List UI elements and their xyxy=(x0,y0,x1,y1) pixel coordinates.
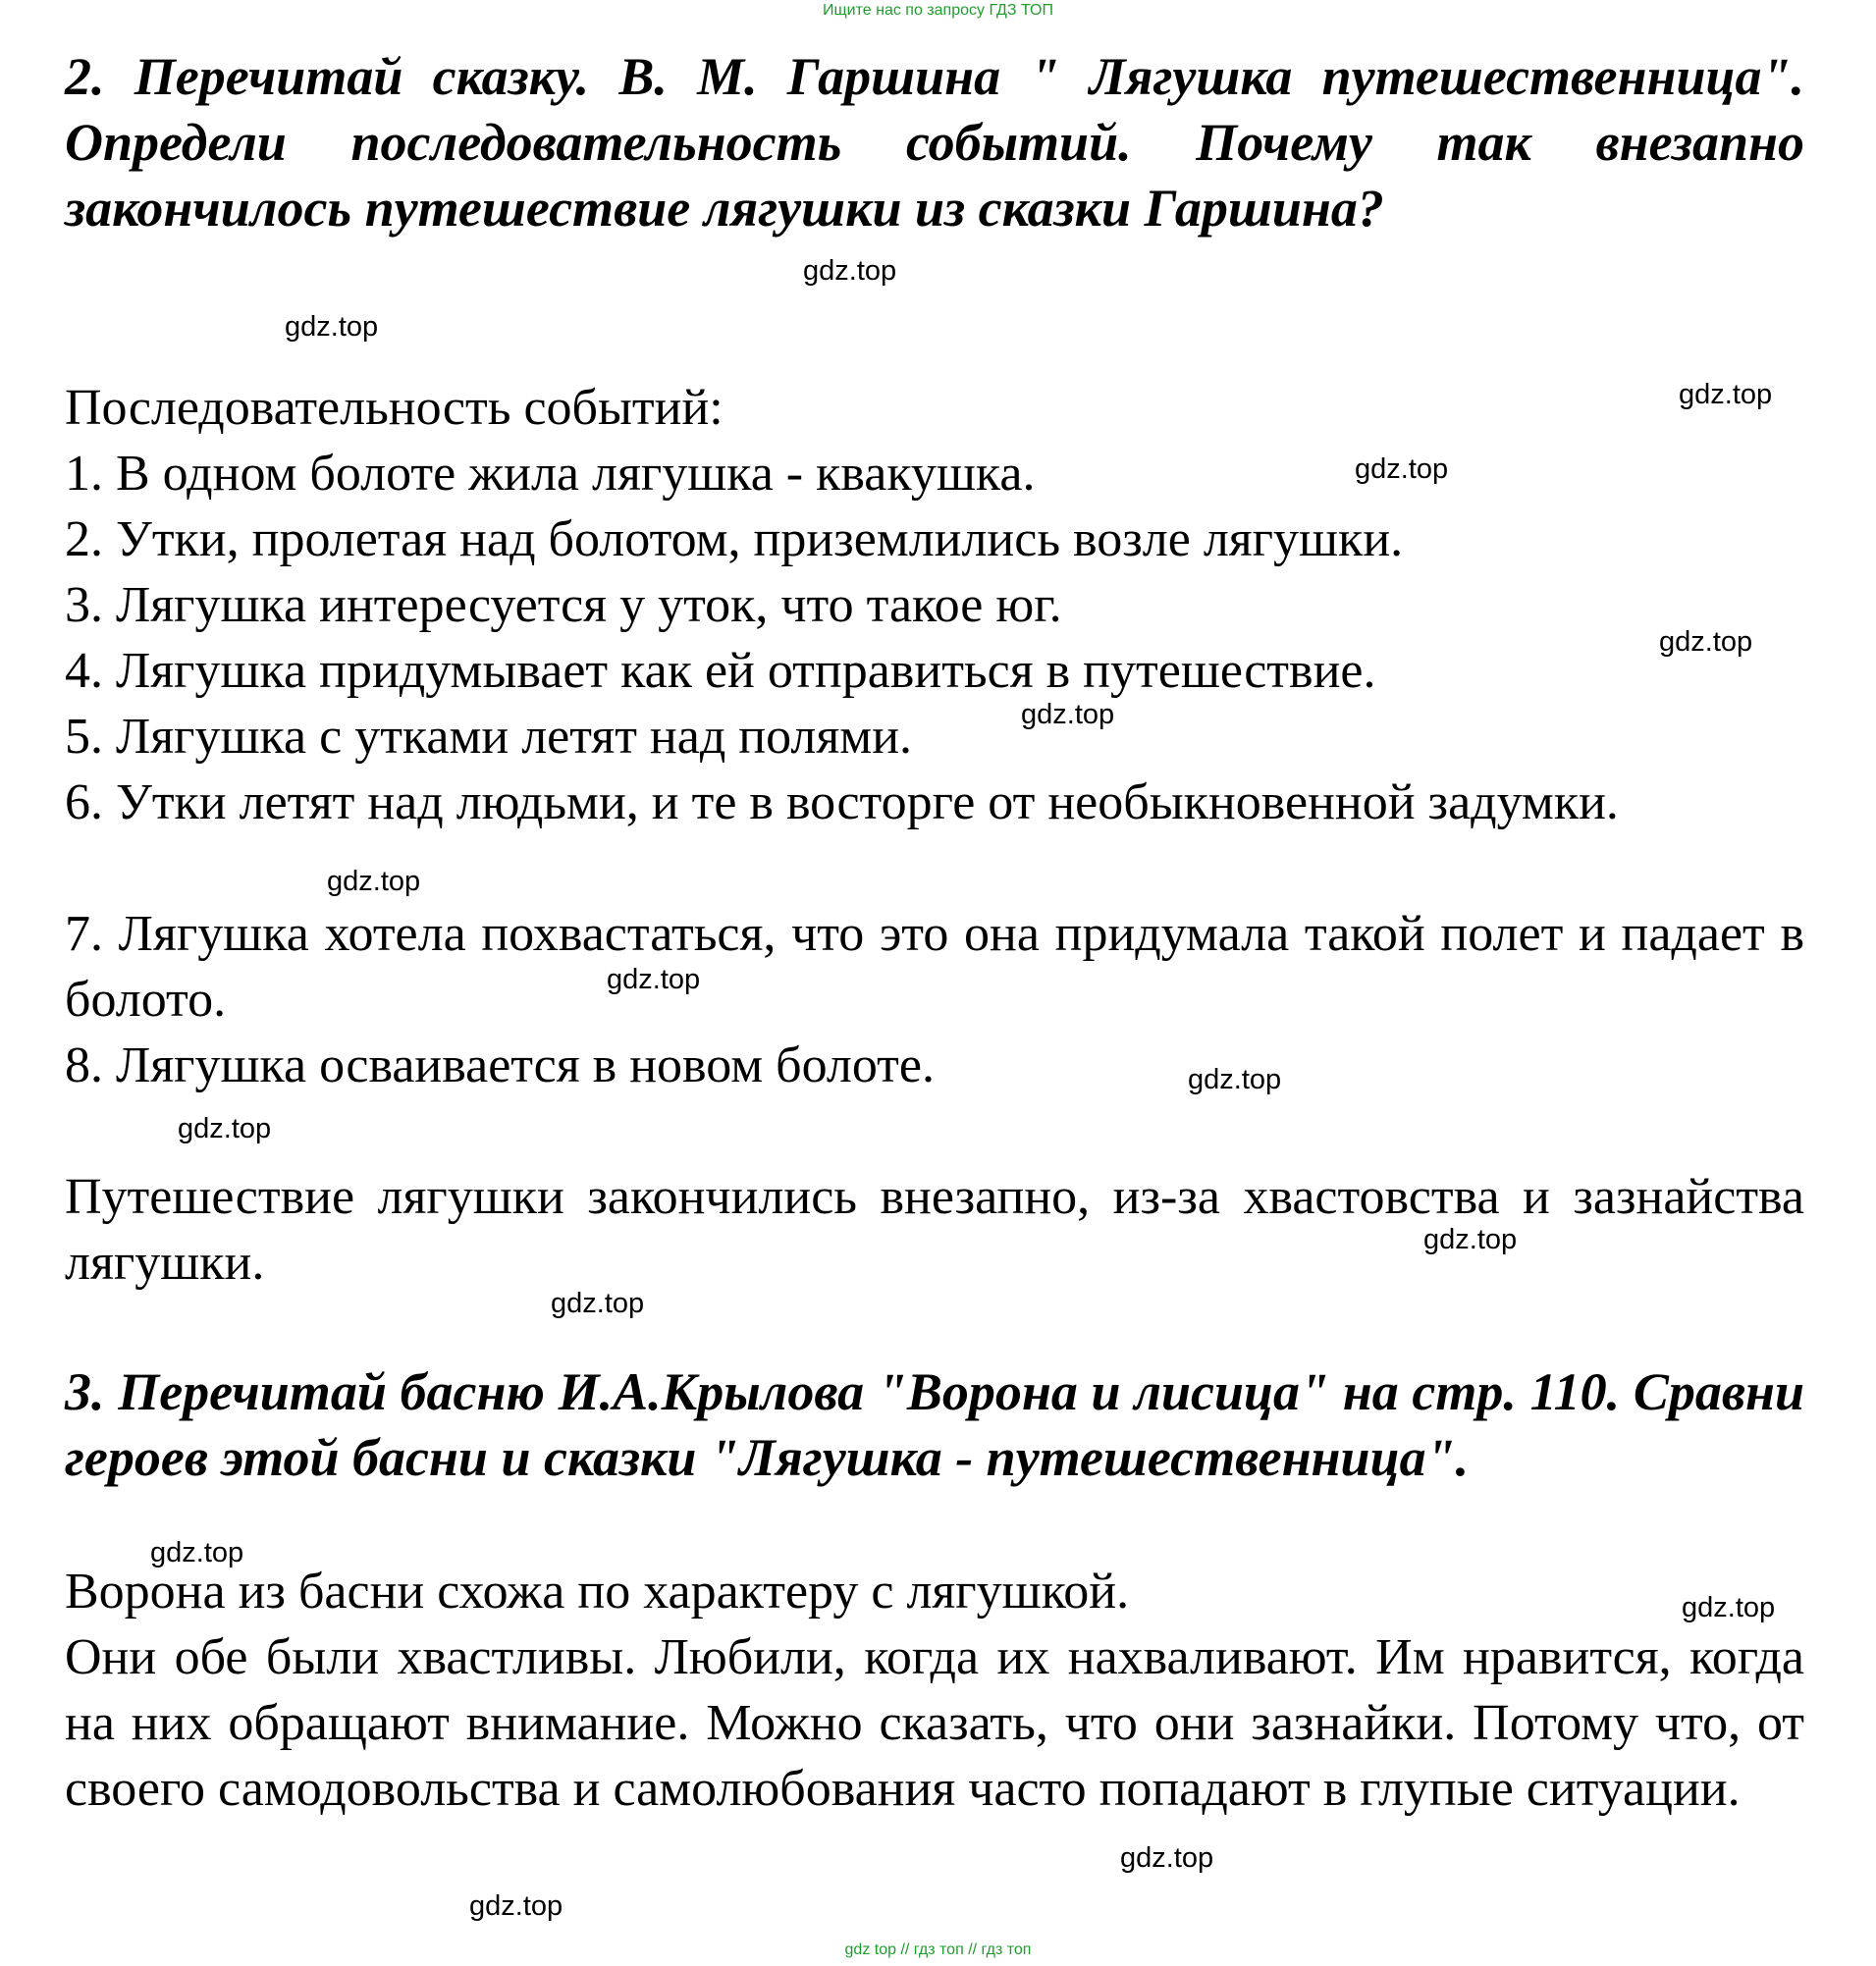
bottom-banner: gdz top // гдз топ // гдз топ xyxy=(844,1941,1032,1958)
watermark: gdz.top xyxy=(1188,1064,1282,1095)
task2-event-2: 2. Утки, пролетая над болотом, приземлились возле лягушки. xyxy=(65,511,1404,567)
task3-question: 3. Перечитай басню И.А.Крылова "Ворона и лисица" на стр. 110. Сравни героев этой басни и сказки "Лягушка - путешественница". xyxy=(65,1362,1804,1487)
watermark: gdz.top xyxy=(607,964,701,995)
watermark: gdz.top xyxy=(1355,453,1449,485)
watermark: gdz.top xyxy=(469,1890,563,1922)
watermark: gdz.top xyxy=(1021,699,1115,730)
watermark: gdz.top xyxy=(285,311,379,343)
task2-event-7: 7. Лягушка хотела похвастаться, что это она придумала такой полет и падает в болото. xyxy=(65,906,1804,1028)
task2-event-1: 1. В одном болоте жила лягушка - квакушка. xyxy=(65,446,1036,502)
task3-answer-line1: Ворона из басни схожа по характеру с лягушкой. xyxy=(65,1564,1130,1620)
task2-event-3: 3. Лягушка интересуется у уток, что такое юг. xyxy=(65,577,1062,633)
watermark: gdz.top xyxy=(1682,1592,1776,1623)
watermark: gdz.top xyxy=(1679,379,1773,410)
task2-event-6: 6. Утки летят над людьми, и те в восторге от необыкновенной задумки. xyxy=(65,774,1619,830)
watermark: gdz.top xyxy=(327,866,421,897)
watermark: gdz.top xyxy=(1423,1224,1518,1255)
watermark: gdz.top xyxy=(1120,1842,1214,1874)
top-banner: Ищите нас по запросу ГДЗ ТОП xyxy=(823,2,1053,19)
task2-event-8: 8. Лягушка осваивается в новом болоте. xyxy=(65,1037,935,1093)
watermark: gdz.top xyxy=(803,255,897,287)
task3-answer-paragraph: Они обе были хвастливы. Любили, когда их нахваливают. Им нравится, когда на них обращают внимание. Можно сказать, что они зазнайки. Потому что, от своего самодовольства и самолюбования часто попадают в глупые ситуации. xyxy=(65,1629,1804,1817)
task2-question: 2. Перечитай сказку. В. М. Гаршина " Лягушка путешественница". Определи последовательность событий. Почему так внезапно закончилось путешествие лягушки из сказки Гаршина? xyxy=(65,47,1804,238)
task2-answer: Путешествие лягушки закончились внезапно, из-за хвастовства и зазнайства лягушки. xyxy=(65,1169,1804,1291)
watermark: gdz.top xyxy=(178,1113,272,1144)
task2-event-4: 4. Лягушка придумывает как ей отправиться в путешествие. xyxy=(65,643,1376,699)
watermark: gdz.top xyxy=(1659,626,1753,658)
task2-sequence-heading: Последовательность событий: xyxy=(65,380,724,436)
watermark: gdz.top xyxy=(150,1537,244,1568)
watermark: gdz.top xyxy=(551,1288,645,1319)
task2-event-5: 5. Лягушка с утками летят над полями. xyxy=(65,709,913,765)
